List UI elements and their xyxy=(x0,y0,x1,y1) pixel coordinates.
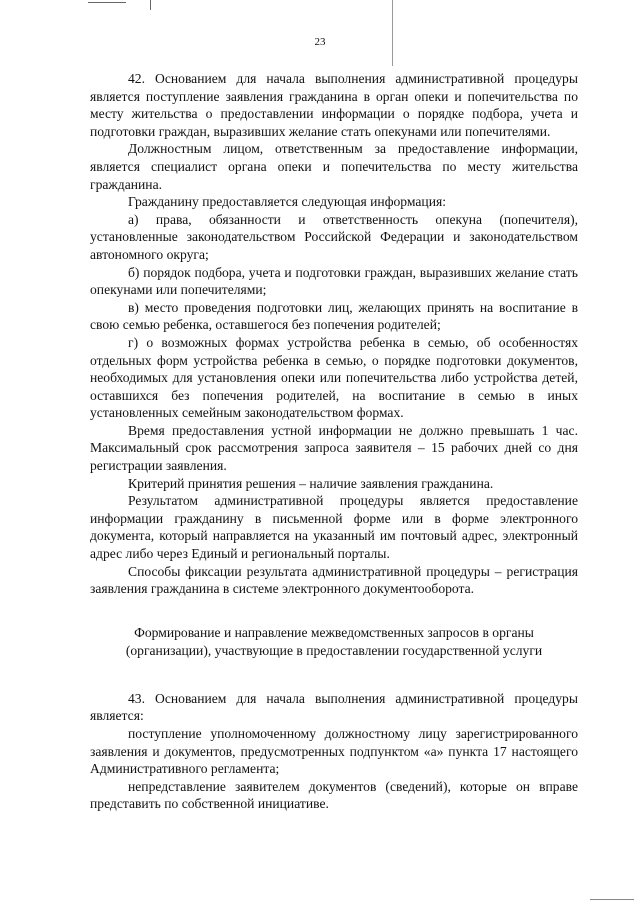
paragraph-fixation: Способы фиксации результата административной процедуры – регистрация заявления гражданина в системе электронного документооборота. xyxy=(90,563,578,597)
paragraph-info-intro: Гражданину предоставляется следующая информация: xyxy=(128,194,447,210)
section-heading-line1: Формирование и направление межведомственных запросов в органы xyxy=(134,624,534,640)
paragraph-receipt: поступление уполномоченному должностному лицу зарегистрированного заявления и документов, предусмотренных подпунктом «а» пункта 17 настоящего Административного регламента; xyxy=(90,726,578,777)
paragraph-42: 42. Основанием для начала выполнения административной процедуры является поступление заявления гражданина в орган опеки и попечительства по месту жительства о предоставлении информации о порядке подбора, учета и подготовки граждан, выразивших желание стать опекунами или попечителями. xyxy=(90,71,578,139)
scan-artifact xyxy=(150,0,151,10)
section-heading xyxy=(90,624,578,660)
paragraph-time-limit: Время предоставления устной информации не должно превышать 1 час. Максимальный срок рассмотрения запроса заявителя – 15 рабочих дней со дня регистрации заявления. xyxy=(90,422,578,474)
scan-artifact xyxy=(392,0,393,66)
list-item-b: б) порядок подбора, учета и подготовки граждан, выразивших желание стать опекунами или попечителями; xyxy=(90,264,578,298)
paragraph-decision-criterion: Критерий принятия решения – наличие заявления гражданина. xyxy=(128,475,494,491)
paragraph-responsible-official: Должностным лицом, ответственным за предоставление информации, является специалист органа опеки и попечительства по месту жительства гражданина. xyxy=(90,141,578,192)
scan-artifact xyxy=(88,2,126,3)
list-item-a: а) права, обязанности и ответственность опекуна (попечителя), установленные законодательством Российской Федерации и законодательством автономного округа; xyxy=(90,211,578,262)
list-item-g: г) о возможных формах устройства ребенка в семью, об особенностях отдельных форм устройства ребенка в семью, о порядке подготовки документов, необходимых для установления опеки или попечительства либо устройства детей, оставшихся без попечения родителей, на воспитание в семью в иных установленных семейным законодательством формах. xyxy=(90,334,578,421)
list-item-v: в) место проведения подготовки лиц, желающих принять на воспитание в свою семью ребенка, оставшегося без попечения родителей; xyxy=(90,299,578,333)
paragraph-result: Результатом административной процедуры является предоставление информации гражданину в письменной форме или в форме электронного документа, который направляется на указанный им почтовый адрес, электронный адрес либо через Единый и региональный порталы. xyxy=(90,493,578,562)
document-body xyxy=(90,70,578,813)
section-heading-line2: (организации), участвующие в предоставлении государственной услуги xyxy=(125,642,543,658)
paragraph-43: 43. Основанием для начала выполнения административной процедуры является: xyxy=(90,690,578,724)
page-number: 23 xyxy=(314,36,326,48)
scan-artifact xyxy=(590,899,634,900)
paragraph-non-submission: непредставление заявителем документов (сведений), которые он вправе представить по собственной инициативе. xyxy=(90,778,578,812)
